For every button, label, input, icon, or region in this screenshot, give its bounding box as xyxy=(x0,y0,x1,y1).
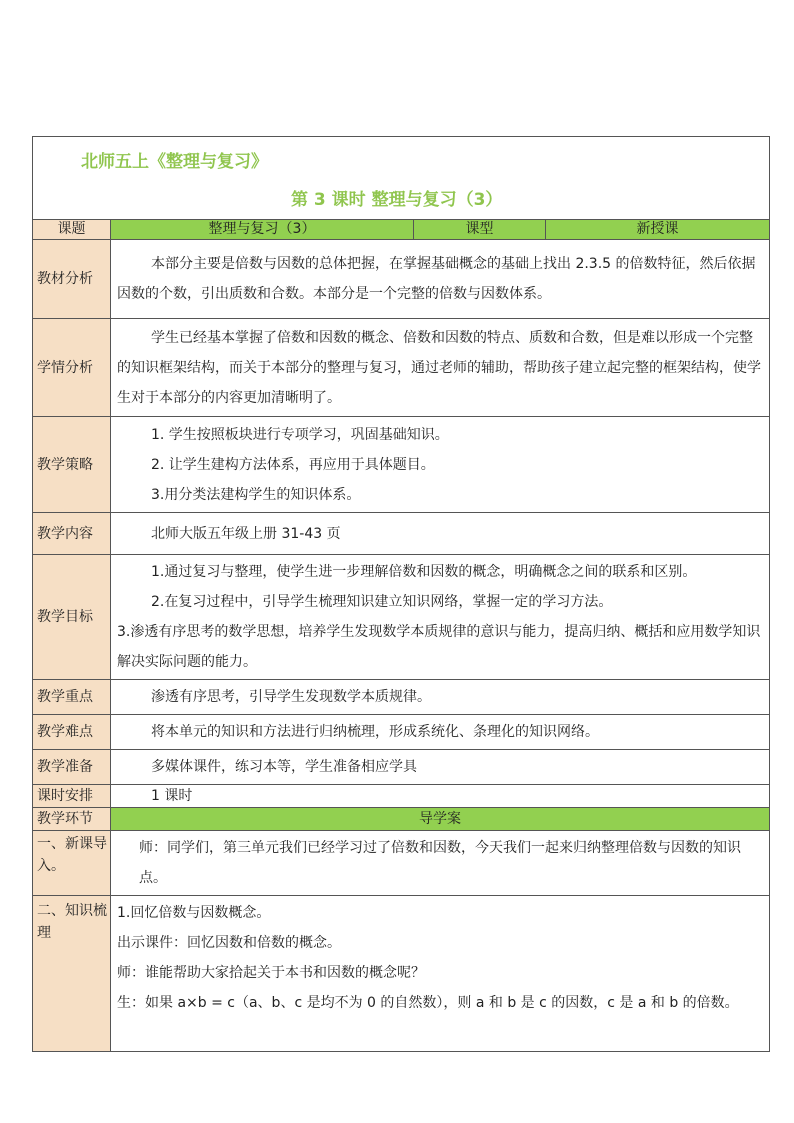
review-line: 生：如果 a×b = c（a、b、c 是均不为 0 的自然数），则 a 和 b 是 c 的因数，c 是 a 和 b 的倍数。 xyxy=(117,995,739,1011)
prep-text: 多媒体课件，练习本等，学生准备相应学具 xyxy=(151,759,417,775)
review-line: 1.回忆倍数与因数概念。 xyxy=(117,905,271,921)
goals-content xyxy=(111,555,770,680)
intro-text: 师：同学们，第三单元我们已经学习过了倍数和因数，今天我们一起来归纳整理倍数与因数的知识点。 xyxy=(139,840,741,886)
content-label: 教学内容 xyxy=(33,513,111,555)
process-label: 教学环节 xyxy=(33,808,111,831)
lesson-subtitle: 第 3 课时 整理与复习（3） xyxy=(291,190,503,210)
intro-label: 一、新课导入。 xyxy=(33,831,111,896)
students-content xyxy=(111,319,770,417)
prep-content xyxy=(111,750,770,785)
strategy-label: 教学策略 xyxy=(33,417,111,513)
schedule-label: 课时安排 xyxy=(33,785,111,808)
goal-item: 3.渗透有序思考的数学思想，培养学生发现数学本质规律的意识与能力，提高归纳、概括和应用数学知识解决实际问题的能力。 xyxy=(117,624,761,670)
strategy-content xyxy=(111,417,770,513)
students-text: 学生已经基本掌握了倍数和因数的概念、倍数和因数的特点、质数和合数，但是难以形成一个完整的知识框架结构，而关于本部分的整理与复习，通过老师的辅助，帮助孩子建立起完整的框架结构，使学生对于本部分的内容更加清晰明了。 xyxy=(117,329,761,406)
lesson-plan-table xyxy=(32,136,770,1052)
difficulty-label: 教学难点 xyxy=(33,715,111,750)
process-header: 导学案 xyxy=(111,808,770,831)
type-value: 新授课 xyxy=(546,220,770,240)
document-title: 北师五上《整理与复习》 xyxy=(81,152,268,172)
review-label: 二、知识梳理 xyxy=(33,896,111,1052)
content-cell xyxy=(111,513,770,555)
key-content xyxy=(111,680,770,715)
type-label: 课型 xyxy=(414,220,546,240)
key-text: 渗透有序思考，引导学生发现数学本质规律。 xyxy=(151,689,431,705)
strategy-item: 3.用分类法建构学生的知识体系。 xyxy=(151,486,361,503)
students-label: 学情分析 xyxy=(33,319,111,417)
goal-item: 1.通过复习与整理，使学生进一步理解倍数和因数的概念，明确概念之间的联系和区别。 xyxy=(151,564,697,580)
topic-label: 课题 xyxy=(33,220,111,240)
review-line: 出示课件：回忆因数和倍数的概念。 xyxy=(117,935,341,951)
schedule-content xyxy=(111,785,770,808)
strategy-item: 2. 让学生建构方法体系，再应用于具体题目。 xyxy=(151,456,435,473)
analysis-text: 本部分主要是倍数与因数的总体把握，在掌握基础概念的基础上找出 2.3.5 的倍数特征，然后依据因数的个数，引出质数和合数。本部分是一个完整的倍数与因数体系。 xyxy=(117,256,756,302)
key-label: 教学重点 xyxy=(33,680,111,715)
analysis-label: 教材分析 xyxy=(33,240,111,319)
prep-label: 教学准备 xyxy=(33,750,111,785)
title-cell xyxy=(33,137,770,220)
schedule-text: 1 课时 xyxy=(151,788,193,804)
strategy-item: 1. 学生按照板块进行专项学习，巩固基础知识。 xyxy=(151,426,449,443)
intro-content xyxy=(111,831,770,896)
content-text: 北师大版五年级上册 31-43 页 xyxy=(151,525,341,542)
difficulty-content xyxy=(111,715,770,750)
lesson-plan-sheet xyxy=(32,136,769,1052)
goal-item: 2.在复习过程中，引导学生梳理知识建立知识网络，掌握一定的学习方法。 xyxy=(151,594,613,610)
topic-value: 整理与复习（3） xyxy=(111,220,414,240)
goals-label: 教学目标 xyxy=(33,555,111,680)
review-line: 师：谁能帮助大家拾起关于本书和因数的概念呢？ xyxy=(117,965,425,981)
analysis-content xyxy=(111,240,770,319)
difficulty-text: 将本单元的知识和方法进行归纳梳理，形成系统化、条理化的知识网络。 xyxy=(151,724,599,740)
review-content xyxy=(111,896,770,1052)
